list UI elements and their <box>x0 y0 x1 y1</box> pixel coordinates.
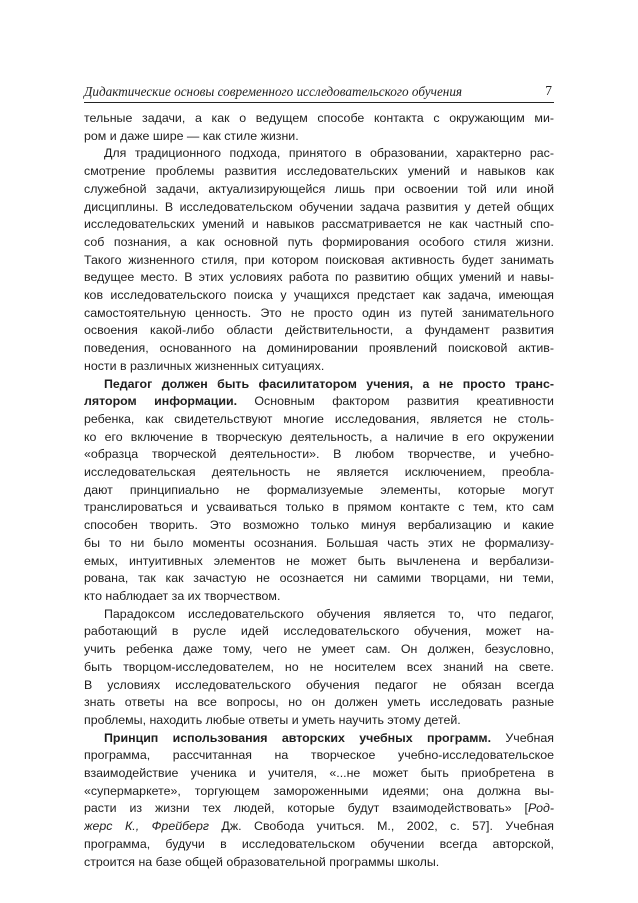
text-line: ведущее место. В этих условиях работа по развитию общих умений и навы- <box>84 270 554 285</box>
text-line: «супермаркете», торгующем замороженными идеями; она должна вы- <box>84 783 554 798</box>
text-line: ребенка, как свидетельствуют многие исследования, является не столь- <box>84 411 554 426</box>
text-line: работающий в русле идей исследовательского обучения, может на- <box>84 624 554 639</box>
text-line: знать ответы на все вопросы, но он должен уметь исследовать разные <box>84 695 554 710</box>
text-run: Основным фактором развития креативности <box>237 394 554 409</box>
text-line: быть творцом-исследователем, но не носителем всех знаний на свете. <box>84 659 554 674</box>
text-line: поведения, основанного на доминировании проявлений поисковой актив- <box>84 341 554 356</box>
text-line: программа, будучи в исследовательском обучении всегда авторской, <box>84 836 554 851</box>
text-line <box>84 800 554 818</box>
text-line: строится на базе общей образовательной программы школы. <box>84 854 440 869</box>
text-line: программа, рассчитанная на творческое учебно-исследовательское <box>84 748 554 763</box>
text-line: кто наблюдает за их творчеством. <box>84 588 281 603</box>
text-line: ности в различных жизненных ситуациях. <box>84 358 325 373</box>
text-line: взаимодействие ученика и учителя, «...не может быть приобретена в <box>84 766 554 781</box>
running-title: Дидактические основы современного исследовательского обучения <box>84 84 463 99</box>
text-line <box>84 376 554 394</box>
text-line <box>84 393 554 411</box>
text-line: бы то ни было моменты осознания. Большая часть этих не формализу- <box>84 535 554 550</box>
text-line <box>84 818 554 836</box>
text-line: тельные задачи, а как о ведущем способе контакта с окружающим ми- <box>84 111 554 125</box>
text-line: транслироваться и усваиваться только в прямом контакте с тем, кто сам <box>84 500 554 515</box>
text-line: исследовательских умений и навыков рассматривается не как частный спо- <box>84 217 554 232</box>
text-line: рована, так как зачастую не осознается ни самими творцами, ни теми, <box>84 571 554 586</box>
text-line: смотрение проблемы развития исследовательских умений и навыков как <box>84 164 554 179</box>
bold-heading: лятором информации. <box>84 394 238 409</box>
text-line: Для традиционного подхода, принятого в образовании, характерно рас- <box>104 146 554 161</box>
text-line: ром и даже шире — как стиле жизни. <box>84 128 299 143</box>
text-line: дисциплины. В исследовательском обучении задача развития у детей общих <box>84 199 554 214</box>
text-line: освоения какой-либо области действительности, а фундамент развития <box>84 323 554 338</box>
italic-author: Род- <box>528 801 554 816</box>
text-line: Парадоксом исследовательского обучения является то, что педагог, <box>104 606 554 621</box>
text-line: В условиях исследовательского обучения педагог не обязан всегда <box>84 677 554 692</box>
text-run: Дж. Свобода учиться. М., 2002, с. 57]. Учебная <box>208 819 554 834</box>
text-line: Такого жизненного стиля, при котором поисковая активность будет занимать <box>84 252 554 267</box>
text-line: «образца творческой деятельности». В любом творчестве, и учебно- <box>84 447 554 462</box>
page-number: 7 <box>545 83 552 98</box>
body-text <box>84 110 554 871</box>
text-line: соб познания, а как основной путь формирования особого стиля жизни. <box>84 234 554 249</box>
italic-author: жерс К., Фрейберг <box>84 819 209 834</box>
text-run: расти из жизни тех людей, которые будут взаимодействовать» [ <box>84 801 528 816</box>
text-line: емых, интуитивных элементов не может быть вычленена и вербализи- <box>84 553 554 568</box>
text-line: способен творить. Это возможно только минуя вербализацию и какие <box>84 518 554 533</box>
bold-heading: Педагог должен быть фасилитатором учения, а не просто транс- <box>104 376 554 391</box>
text-line: исследовательская деятельность не является исключением, преобла- <box>84 465 554 480</box>
bold-heading: Принцип использования авторских учебных программ. <box>104 730 492 745</box>
text-run: Учебная <box>491 730 554 745</box>
text-line: учить ребенка даже тому, чего не умеет сам. Он должен, безусловно, <box>84 642 554 657</box>
text-line: служебной задачи, актуализирующейся лишь при освоении той или иной <box>84 181 554 196</box>
text-line: дают принципиально не формализуемые элементы, которые могут <box>84 482 554 497</box>
text-line: ко его включение в творческую деятельность, а наличие в его окружении <box>84 429 554 444</box>
text-line: проблемы, находить любые ответы и уметь научить этому детей. <box>84 712 461 727</box>
text-line: ков исследовательского поиска у учащихся предстает как задача, имеющая <box>84 288 554 303</box>
running-header <box>84 84 554 103</box>
text-line <box>84 730 554 748</box>
text-line: самостоятельную ценность. Это не просто один из путей занимательного <box>84 305 554 320</box>
